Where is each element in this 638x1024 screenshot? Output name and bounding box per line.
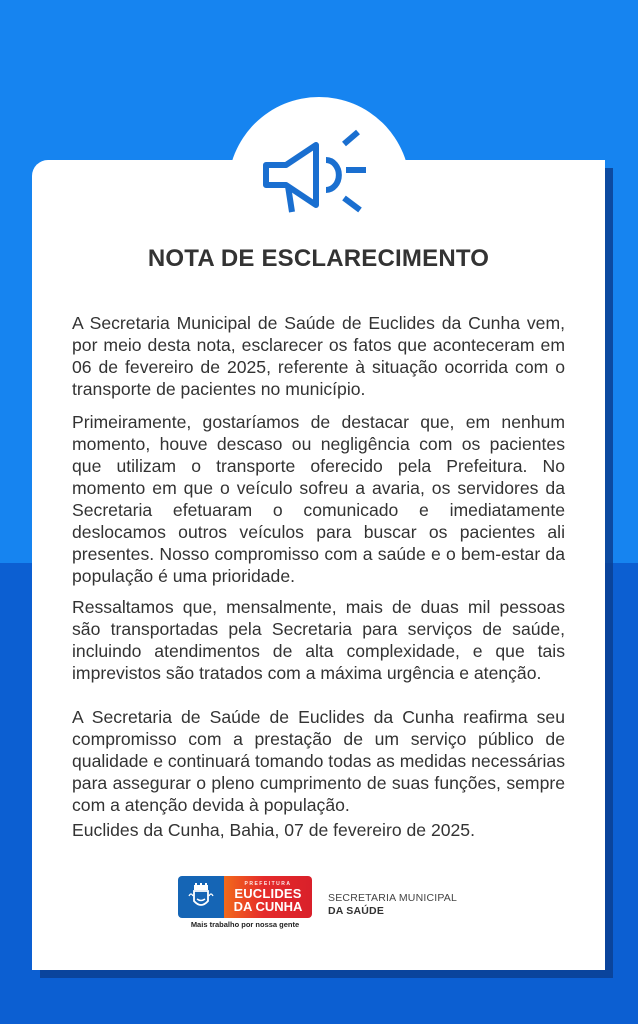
logo-tagline: Mais trabalho por nossa gente bbox=[190, 920, 300, 929]
logo-city-line1: EUCLIDES bbox=[234, 886, 302, 901]
paragraph-clarification: Primeiramente, gostaríamos de destacar que, em nenhum momento, houve descaso ou negligência com os pacientes que utilizam o transporte oferecido pela Prefeitura. No momento em que o veículo sofreu a avaria, os servidores da Secretaria efetuaram o comunicado e imediatamente deslocamos outros veículos para buscar os pacientes ali presentes. Nosso compromisso com a saúde e o bem-estar da população é uma prioridade. bbox=[72, 412, 565, 586]
signature-line: Euclides da Cunha, Bahia, 07 de fevereiro de 2025. bbox=[72, 820, 475, 840]
paragraph-transport-volume: Ressaltamos que, mensalmente, mais de duas mil pessoas são transportadas pela Secretaria para serviços de saúde, incluindo atendimentos de alta complexidade, e que tais imprevistos são tratados com a máxima urgência e atenção. bbox=[72, 597, 565, 683]
prefeitura-logo bbox=[178, 876, 313, 932]
department-name-line1: SECRETARIA MUNICIPAL bbox=[328, 892, 458, 904]
logo-wordmark bbox=[224, 876, 312, 918]
page-title: NOTA DE ESCLARECIMENTO bbox=[147, 245, 490, 272]
logo-small-label: PREFEITURA bbox=[244, 881, 292, 887]
coat-of-arms-icon bbox=[178, 876, 224, 918]
logo-badge bbox=[178, 876, 312, 918]
department-name-line2: DA SAÚDE bbox=[328, 905, 385, 917]
megaphone-icon bbox=[258, 120, 378, 220]
logo-city-line2: DA CUNHA bbox=[233, 899, 303, 914]
paragraph-intro: A Secretaria Municipal de Saúde de Euclides da Cunha vem, por meio desta nota, esclarecer os fatos que aconteceram em 06 de fevereiro de 2025, referente à situação ocorrida com o transporte de pacientes no município. bbox=[72, 313, 565, 399]
paragraph-commitment: A Secretaria de Saúde de Euclides da Cunha reafirma seu compromisso com a prestação de um serviço público de qualidade e continuará tomando todas as medidas necessárias para assegurar o pleno cumprimento de suas funções, sempre com a atenção devida à população. bbox=[72, 707, 565, 815]
